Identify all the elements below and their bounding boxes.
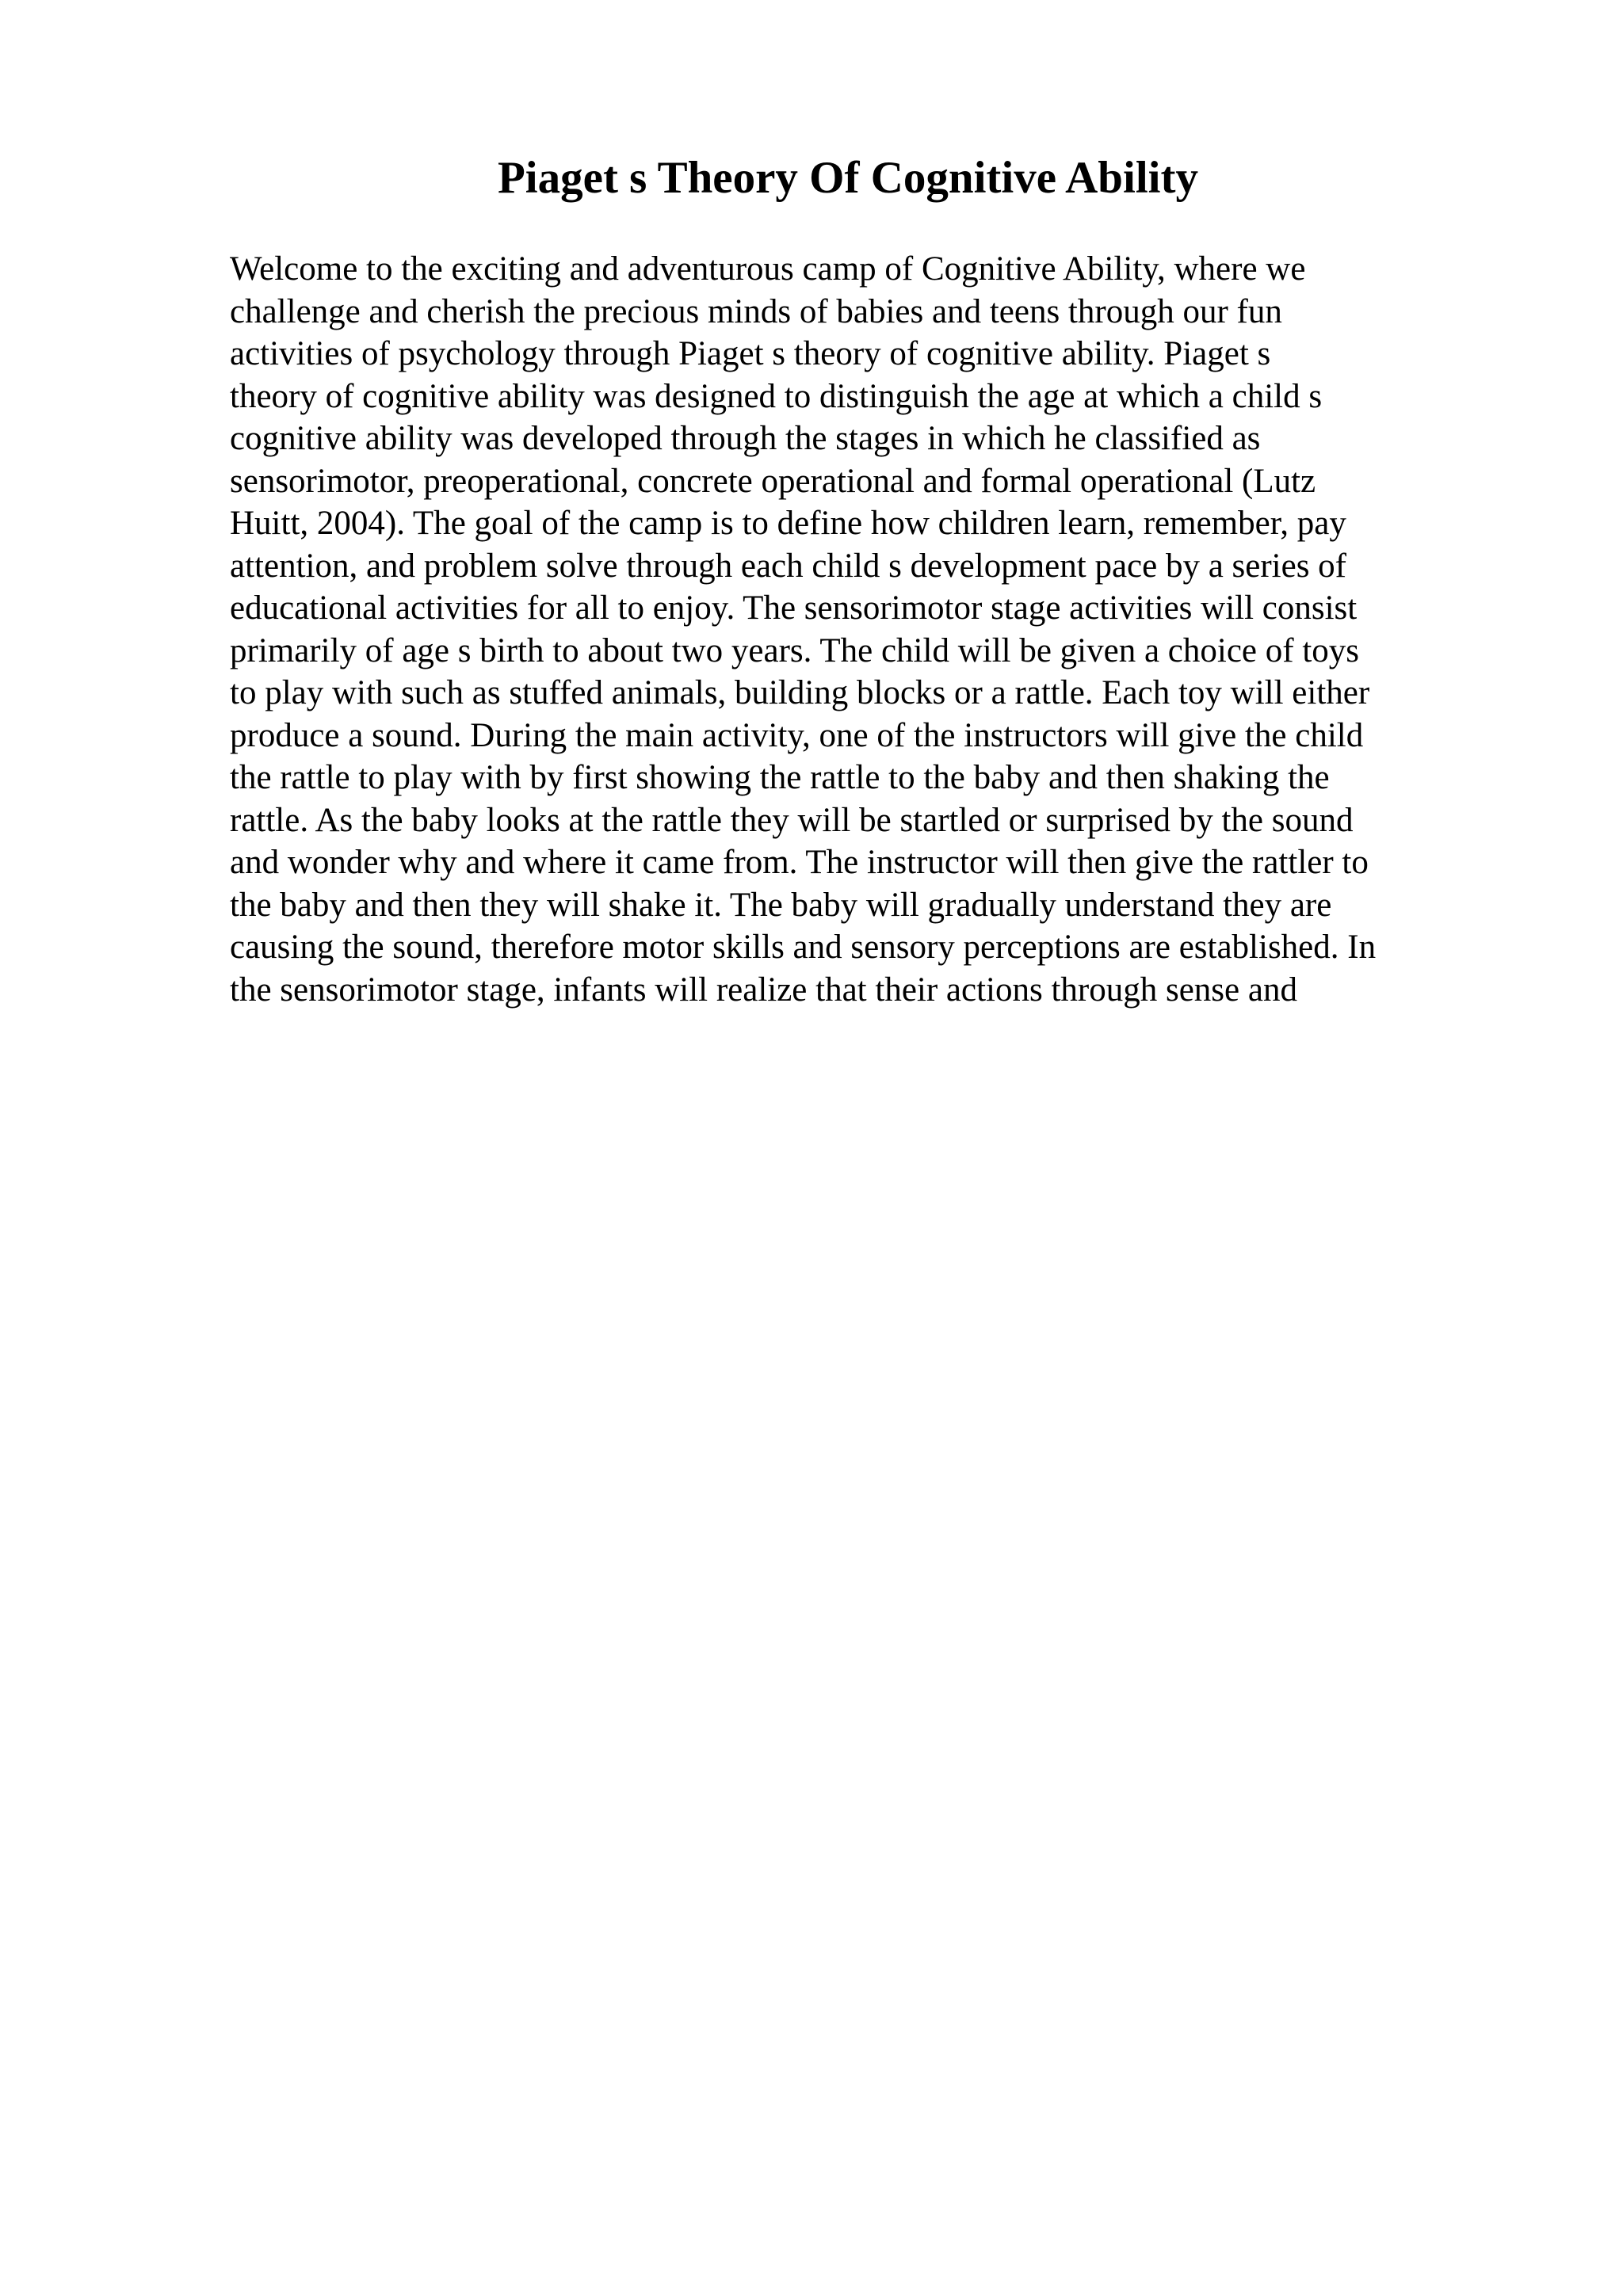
paragraph-line: produce a sound. During the main activity, one of the instructors will give the child bbox=[230, 716, 1364, 754]
body-paragraph bbox=[230, 248, 1466, 1011]
paragraph-line: and wonder why and where it came from. The instructor will then give the rattler to bbox=[230, 844, 1369, 881]
paragraph-line: the baby and then they will shake it. The baby will gradually understand they are bbox=[230, 886, 1332, 924]
paragraph-line: causing the sound, therefore motor skills and sensory perceptions are established. In bbox=[230, 929, 1377, 966]
paragraph-line: theory of cognitive ability was designed to distinguish the age at which a child s bbox=[230, 377, 1323, 415]
paragraph-line: activities of psychology through Piaget s theory of cognitive ability. Piaget s bbox=[230, 335, 1271, 372]
paragraph-line: the sensorimotor stage, infants will realize that their actions through sense and bbox=[230, 971, 1297, 1009]
paragraph-line: Huitt, 2004). The goal of the camp is to define how children learn, remember, pay bbox=[230, 505, 1346, 542]
paragraph-line: challenge and cherish the precious minds of babies and teens through our fun bbox=[230, 292, 1282, 330]
paragraph-line: cognitive ability was developed through the stages in which he classified as bbox=[230, 420, 1261, 457]
paragraph-line: rattle. As the baby looks at the rattle they will be startled or surprised by the sound bbox=[230, 801, 1354, 839]
paragraph-line: primarily of age s birth to about two years. The child will be given a choice of toys bbox=[230, 631, 1360, 669]
document-title: Piaget s Theory Of Cognitive Ability bbox=[497, 153, 1198, 203]
paragraph-line: sensorimotor, preoperational, concrete operational and formal operational (Lutz bbox=[230, 462, 1316, 500]
paragraph-line: to play with such as stuffed animals, building blocks or a rattle. Each toy will either bbox=[230, 674, 1370, 711]
paragraph-line: attention, and problem solve through each child s development pace by a series of bbox=[230, 547, 1347, 585]
paragraph-line: Welcome to the exciting and adventurous camp of Cognitive Ability, where we bbox=[230, 250, 1306, 288]
paragraph-line: the rattle to play with by first showing the rattle to the baby and then shaking the bbox=[230, 759, 1330, 796]
paragraph-line: educational activities for all to enjoy. The sensorimotor stage activities will consist bbox=[230, 589, 1358, 627]
